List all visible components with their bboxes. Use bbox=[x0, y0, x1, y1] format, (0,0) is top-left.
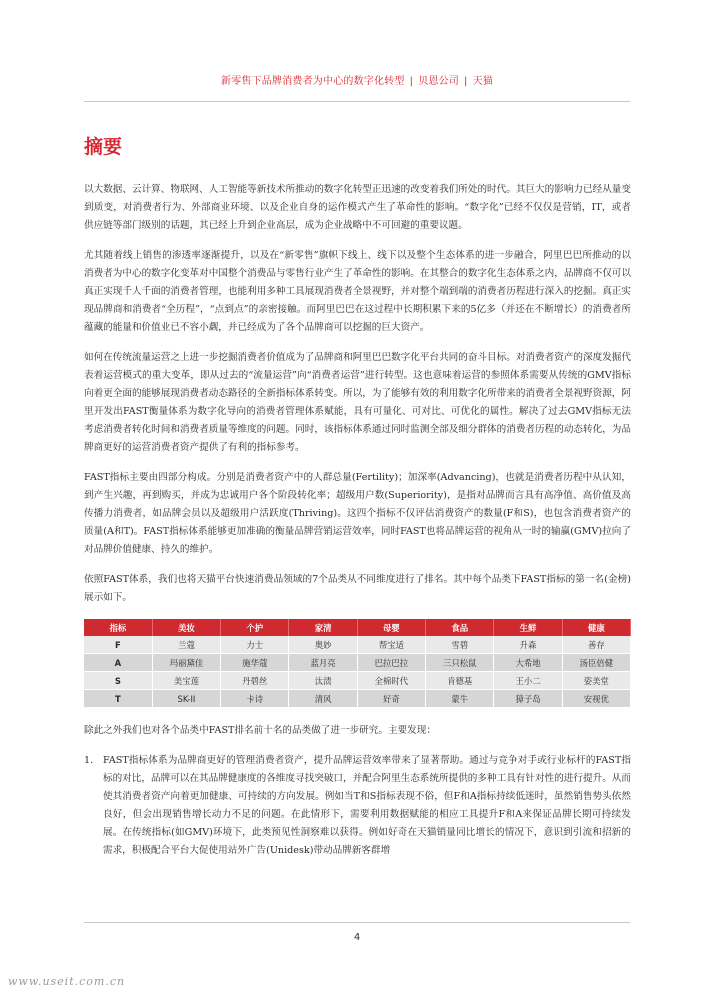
table-cell: 玛丽黛佳 bbox=[152, 654, 220, 672]
table-cell: 全棉时代 bbox=[357, 672, 425, 690]
table-header-cell: 生鲜 bbox=[494, 619, 562, 636]
table-cell: 施华蔻 bbox=[221, 654, 289, 672]
table-header-row bbox=[84, 619, 631, 636]
table-cell: 美宝莲 bbox=[152, 672, 220, 690]
paragraph-intro: 以大数据、云计算、物联网、人工智能等新技术所推动的数字化转型正迅速的改变着我们所处的时代。其巨大的影响力已经从量变到质变，对消费者行为、外部商业环境、以及企业自身的运作模式产生了革命性的影响。“数字化”已经不仅仅是营销，IT，或者供应链等部门级别的话题，其已经上升到企业高层，成为企业战略中不可回避的重要议题。 bbox=[84, 184, 631, 231]
table-header-cell: 家清 bbox=[289, 619, 357, 636]
table-cell: 力士 bbox=[221, 636, 289, 654]
table-cell: 好奇 bbox=[357, 690, 425, 708]
table-cell: 蓝月亮 bbox=[289, 654, 357, 672]
header-separator: | bbox=[464, 76, 468, 87]
table-cell: 兰蔻 bbox=[152, 636, 220, 654]
table-cell: 獐子岛 bbox=[494, 690, 562, 708]
table-header-cell: 美妆 bbox=[152, 619, 220, 636]
table-row bbox=[84, 672, 631, 690]
section-title: 摘要 bbox=[84, 136, 123, 158]
table-cell: 汤臣倍健 bbox=[562, 654, 630, 672]
findings-intro: 除此之外我们也对各个品类中FAST排名前十名的品类做了进一步研究。主要发现： bbox=[84, 725, 436, 736]
table-cell: 善存 bbox=[562, 636, 630, 654]
header-divider bbox=[84, 101, 630, 102]
table-cell-index: F bbox=[84, 636, 152, 654]
page-number: 4 bbox=[353, 932, 361, 943]
header-separator: | bbox=[409, 76, 414, 87]
table-cell-index: S bbox=[84, 672, 152, 690]
table-cell: 汰渍 bbox=[289, 672, 357, 690]
table-cell: 蒙牛 bbox=[426, 690, 494, 708]
table-row bbox=[84, 654, 631, 672]
table-cell: 姿美堂 bbox=[562, 672, 630, 690]
table-cell: 雪碧 bbox=[426, 636, 494, 654]
fast-ranking-table bbox=[84, 619, 631, 708]
table-cell: 升森 bbox=[494, 636, 562, 654]
table-cell: 肯德基 bbox=[426, 672, 494, 690]
table-cell-index: T bbox=[84, 690, 152, 708]
table-cell: 奥妙 bbox=[289, 636, 357, 654]
table-header-cell: 母婴 bbox=[357, 619, 425, 636]
paragraph-new-retail: 尤其随着线上销售的渗透率逐渐提升，以及在“新零售”旗帜下线上、线下以及整个生态体系的进一步融合，阿里巴巴所推动的以消费者为中心的数字化变革对中国整个消费品与零售行业产生了革命性的影响。在其整合的数字化生态体系之内，品牌商不仅可以真正实现千人千面的消费者管理，也能利用多种工具展现消费者全景视野，并对整个端到端的消费者历程进行深入的挖掘。真正实现品牌商和消费者“全历程”，“点到点”的亲密接触。而阿里巴巴在这过程中长期积累下来的5亿多（并还在不断增长）的消费者所蕴藏的能量和价值业已不容小觑，并已经成为了各个品牌商可以挖掘的巨大资产。 bbox=[84, 250, 631, 333]
table-cell: 清风 bbox=[289, 690, 357, 708]
table-cell: 三只松鼠 bbox=[426, 654, 494, 672]
watermark: www.useit.com.cn bbox=[8, 975, 126, 988]
table-cell: 帮宝适 bbox=[357, 636, 425, 654]
table-header-cell: 个护 bbox=[221, 619, 289, 636]
table-cell: 巴拉巴拉 bbox=[357, 654, 425, 672]
table-header-cell: 健康 bbox=[562, 619, 630, 636]
running-header bbox=[84, 72, 630, 87]
header-partner: 天猫 bbox=[472, 76, 493, 87]
findings-list bbox=[84, 752, 631, 860]
table-cell-index: A bbox=[84, 654, 152, 672]
finding-text: FAST指标体系为品牌商更好的管理消费者资产，提升品牌运营效率带来了显著帮助。通过与竞争对手或行业标杆的FAST指标的对比，品牌可以在其品牌健康度的各维度寻找突破口，并配合阿里生态系统所提供的多种工具有针对性的进行提升。从而使其消费者资产向着更加健康、可持续的方向发展。例如当T和S指标表现不俗，但F和A指标持续低迷时，虽然销售势头依然良好，但会出现销售增长动力不足的问题。在此情形下，需要利用数据赋能的相应工具提升F和A来保证品牌长期可持续发展。在传统指标(如GMV)环境下，此类预见性洞察难以获得。例如好奇在天猫销量同比增长的情况下，意识到引流和招新的需求，积极配合平台大促使用站外广告(Unidesk)带动品牌新客群增 bbox=[103, 755, 631, 856]
table-cell: 安视优 bbox=[562, 690, 630, 708]
header-title: 新零售下品牌消费者为中心的数字化转型 bbox=[221, 76, 405, 87]
table-header-cell: 指标 bbox=[84, 619, 152, 636]
header-company: 贝恩公司 bbox=[418, 76, 459, 87]
paragraph-consumer-operation: 如何在传统流量运营之上进一步挖掘消费者价值成为了品牌商和阿里巴巴数字化平台共同的奋斗目标。对消费者资产的深度发掘代表着运营模式的重大变革，即从过去的“流量运营”向“消费者运营”进行转型。这也意味着运营的参照体系需要从传统的GMV指标向着更全面的能够展现消费者动态路径的全新指标体系转变。所以，为了能够有效的利用数字化所带来的消费者全景视野资源，阿里开发出FAST衡量体系为数字化导向的消费者管理体系赋能，具有可量化、可对比、可优化的属性。解决了过去GMV指标无法考虑消费者转化时间和消费者质量等维度的问题。同时，该指标体系通过同时监测全部及细分群体的消费者历程的动态转化，为品牌商更好的运营消费者资产提供了有利的指标参考。 bbox=[84, 352, 631, 453]
paragraph-fast-definition: FAST指标主要由四部分构成。分别是消费者资产中的人群总量(Fertility)；加深率(Advancing)，也就是消费者历程中从认知，到产生兴趣，再到购买，并成为忠诚用户各个阶段转化率；超级用户数(Superiority)，是指对品牌而言具有高净值、高价值及高传播力消费者，如品牌会员以及超级用户活跃度(Thriving)。这四个指标不仅评估消费资产的数量(F和S)，也包含消费者资产的质量(A和T)。FAST指标体系能够更加准确的衡量品牌营销运营效率，同时FAST也将品牌运营的视角从一时的输赢(GMV)拉向了对品牌价值健康、持久的维护。 bbox=[84, 472, 631, 555]
table-header-cell: 食品 bbox=[426, 619, 494, 636]
table-row bbox=[84, 690, 631, 708]
table-row bbox=[84, 636, 631, 654]
table-cell: SK-II bbox=[152, 690, 220, 708]
paragraph-ranking-intro: 依照FAST体系，我们也将天猫平台快速消费品领域的7个品类从不同维度进行了排名。其中每个品类下FAST指标的第一名(金榜)展示如下。 bbox=[84, 574, 631, 603]
footer-divider bbox=[84, 922, 630, 923]
table-cell: 大希地 bbox=[494, 654, 562, 672]
page-body bbox=[84, 181, 631, 860]
list-item bbox=[84, 752, 631, 860]
finding-number: 1. bbox=[84, 755, 94, 766]
table-cell: 王小二 bbox=[494, 672, 562, 690]
table-cell: 卡诗 bbox=[221, 690, 289, 708]
table-cell: 丹碧丝 bbox=[221, 672, 289, 690]
